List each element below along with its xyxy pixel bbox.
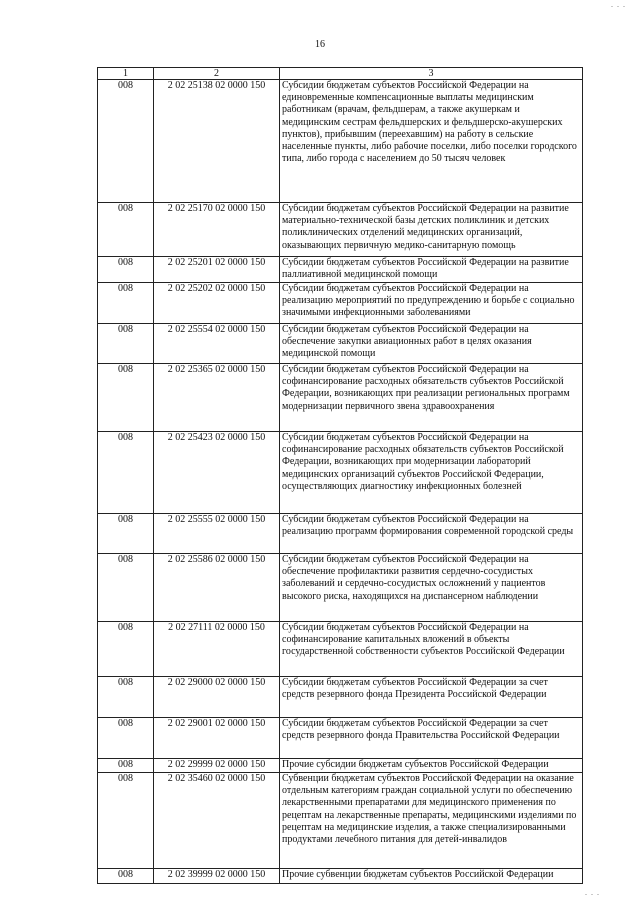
admin-code-cell: 008	[98, 203, 154, 257]
budget-code-cell: 2 02 25554 02 0000 150	[154, 324, 280, 364]
description-cell: Субсидии бюджетам субъектов Российской Федерации на обеспечение закупки авиационных работ в целях оказания медицинской помощи	[280, 324, 583, 364]
budget-code-cell: 2 02 25365 02 0000 150	[154, 364, 280, 432]
admin-code-cell: 008	[98, 773, 154, 869]
table-row	[98, 718, 583, 759]
budget-code-cell: 2 02 29000 02 0000 150	[154, 677, 280, 718]
admin-code-cell: 008	[98, 622, 154, 677]
description-cell: Субсидии бюджетам субъектов Российской Федерации на реализацию программ формирования современной городской среды	[280, 514, 583, 554]
admin-code-cell: 008	[98, 364, 154, 432]
budget-code-cell: 2 02 39999 02 0000 150	[154, 869, 280, 884]
budget-code-cell: 2 02 29001 02 0000 150	[154, 718, 280, 759]
budget-code-cell: 2 02 25423 02 0000 150	[154, 432, 280, 514]
table-row	[98, 677, 583, 718]
table-row	[98, 622, 583, 677]
table-row	[98, 203, 583, 257]
admin-code-cell: 008	[98, 324, 154, 364]
budget-code-cell: 2 02 35460 02 0000 150	[154, 773, 280, 869]
description-cell: Прочие субвенции бюджетам субъектов Российской Федерации	[280, 869, 583, 884]
table-row	[98, 283, 583, 324]
table-row	[98, 514, 583, 554]
description-cell: Субсидии бюджетам субъектов Российской Федерации на развитие паллиативной медицинской помощи	[280, 257, 583, 283]
admin-code-cell: 008	[98, 432, 154, 514]
budget-code-cell: 2 02 25170 02 0000 150	[154, 203, 280, 257]
admin-code-cell: 008	[98, 80, 154, 203]
budget-code-cell: 2 02 25138 02 0000 150	[154, 80, 280, 203]
description-cell: Субсидии бюджетам субъектов Российской Федерации на развитие материально-технической базы детских поликлиник и детских поликлинических отделений медицинских организаций, оказывающих первичную медико-санитарную помощь	[280, 203, 583, 257]
corner-mark-top: . . .	[611, 0, 626, 9]
admin-code-cell: 008	[98, 257, 154, 283]
description-cell: Субсидии бюджетам субъектов Российской Федерации на единовременные компенсационные выплаты медицинским работникам (врачам, фельдшерам, а также акушеркам и медицинским сестрам фельдшерских и фельдшерско-акушерских пунктов), прибывшим (переехавшим) на работу в сельские населенные пункты, либо рабочие поселки, либо поселки городского типа, либо города с населением до 50 тысяч человек	[280, 80, 583, 203]
header-col-2: 2	[154, 68, 280, 80]
description-cell: Субсидии бюджетам субъектов Российской Федерации на обеспечение профилактики развития сердечно-сосудистых заболеваний и сердечно-сосудистых осложнений у пациентов высокого риска, находящихся на диспансерном наблюдении	[280, 554, 583, 622]
header-col-1: 1	[98, 68, 154, 80]
table-row	[98, 554, 583, 622]
budget-code-cell: 2 02 25202 02 0000 150	[154, 283, 280, 324]
table-row	[98, 257, 583, 283]
page-number: 16	[315, 39, 325, 50]
admin-code-cell: 008	[98, 759, 154, 773]
description-cell: Субсидии бюджетам субъектов Российской Федерации на софинансирование расходных обязательств субъектов Российской Федерации, возникающих при модернизации лабораторий медицинских организаций субъектов Российской Федерации, осуществляющих диагностику инфекционных болезней	[280, 432, 583, 514]
description-cell: Прочие субсидии бюджетам субъектов Российской Федерации	[280, 759, 583, 773]
budget-code-cell: 2 02 25201 02 0000 150	[154, 257, 280, 283]
description-cell: Субсидии бюджетам субъектов Российской Федерации за счет средств резервного фонда Правительства Российской Федерации	[280, 718, 583, 759]
table-row	[98, 869, 583, 884]
table-row	[98, 759, 583, 773]
table-row	[98, 324, 583, 364]
table-header	[98, 68, 583, 80]
admin-code-cell: 008	[98, 514, 154, 554]
budget-code-cell: 2 02 27111 02 0000 150	[154, 622, 280, 677]
admin-code-cell: 008	[98, 554, 154, 622]
admin-code-cell: 008	[98, 718, 154, 759]
table-body	[98, 80, 583, 884]
table-row	[98, 364, 583, 432]
admin-code-cell: 008	[98, 283, 154, 324]
description-cell: Субсидии бюджетам субъектов Российской Федерации на реализацию мероприятий по предупреждению и борьбе с социально значимыми инфекционными заболеваниями	[280, 283, 583, 324]
admin-code-cell: 008	[98, 677, 154, 718]
admin-code-cell: 008	[98, 869, 154, 884]
budget-code-cell: 2 02 29999 02 0000 150	[154, 759, 280, 773]
table-row	[98, 432, 583, 514]
description-cell: Субсидии бюджетам субъектов Российской Федерации на софинансирование расходных обязательств субъектов Российской Федерации, возникающих при реализации региональных программ модернизации первичного звена здравоохранения	[280, 364, 583, 432]
budget-code-cell: 2 02 25586 02 0000 150	[154, 554, 280, 622]
budget-code-cell: 2 02 25555 02 0000 150	[154, 514, 280, 554]
table-row	[98, 80, 583, 203]
corner-mark-bottom: . . .	[585, 888, 600, 897]
header-row	[98, 68, 583, 80]
header-col-3: 3	[280, 68, 583, 80]
description-cell: Субвенции бюджетам субъектов Российской Федерации на оказание отдельным категориям граждан социальной услуги по обеспечению лекарственными препаратами для медицинского применения по рецептам на лекарственные препараты, медицинскими изделиями по рецептам на медицинские изделия, а также специализированными продуктами лечебного питания для детей-инвалидов	[280, 773, 583, 869]
table-row	[98, 773, 583, 869]
description-cell: Субсидии бюджетам субъектов Российской Федерации на софинансирование капитальных вложений в объекты государственной собственности субъектов Российской Федерации	[280, 622, 583, 677]
description-cell: Субсидии бюджетам субъектов Российской Федерации за счет средств резервного фонда Президента Российской Федерации	[280, 677, 583, 718]
budget-classification-table	[97, 67, 583, 884]
